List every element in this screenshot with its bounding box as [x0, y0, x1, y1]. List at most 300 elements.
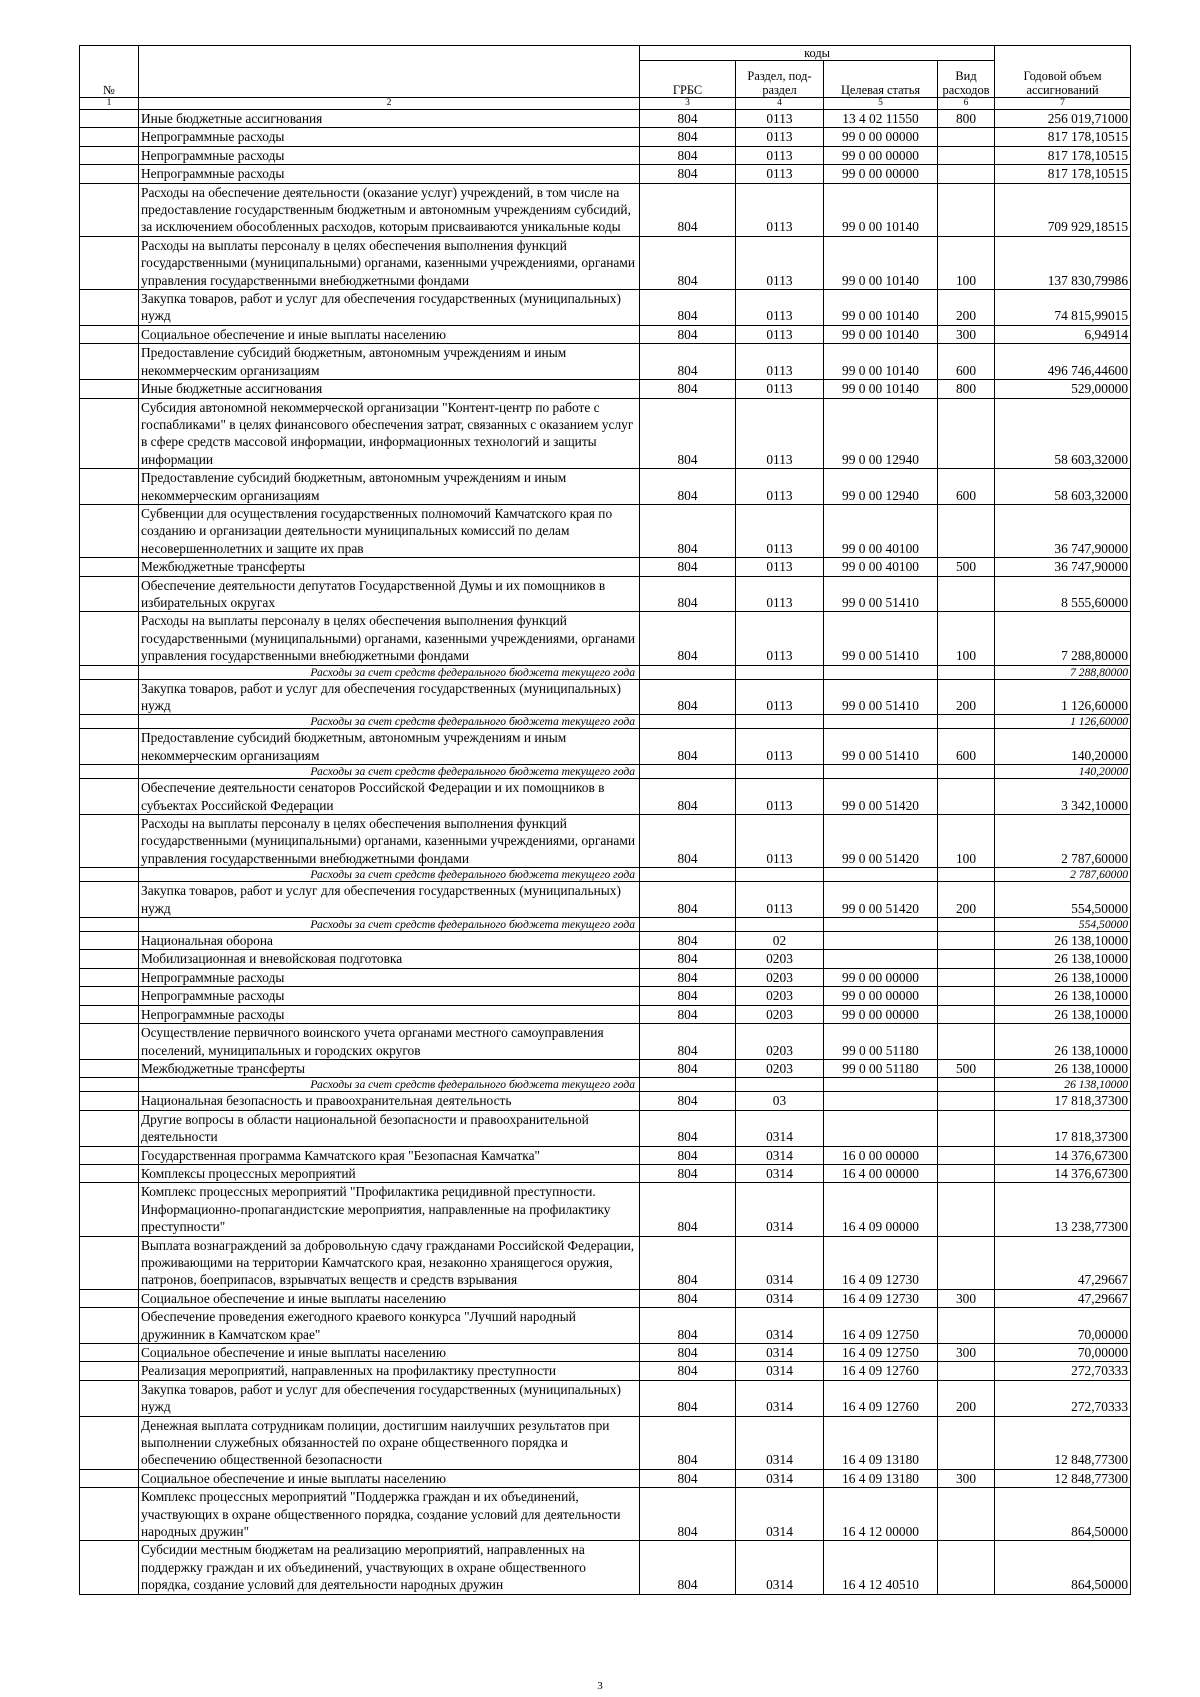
- row-name-cell: Комплекс процессных мероприятий "Поддержка граждан и их объединений, участвующих в охране общественного порядка, создание условий для деятельности народных дружин": [139, 1488, 640, 1541]
- row-section-cell: 0113: [736, 612, 824, 665]
- row-name-cell: Обеспечение проведения ежегодного краевого конкурса "Лучший народный дружинник в Камчатском крае": [139, 1308, 640, 1344]
- table-row-federal-note: [80, 918, 1131, 932]
- row-grbs-cell: [640, 765, 736, 779]
- table-row: [80, 1488, 1131, 1541]
- row-section-cell: [736, 665, 824, 679]
- budget-table: [79, 45, 1131, 1595]
- row-grbs-cell: 804: [640, 1488, 736, 1541]
- table-row: [80, 1541, 1131, 1594]
- table-row-federal-note: [80, 1078, 1131, 1092]
- row-amount-cell: 26 138,10000: [995, 1059, 1131, 1077]
- row-num-cell: [80, 1362, 139, 1380]
- row-num-cell: [80, 1164, 139, 1182]
- row-grbs-cell: 804: [640, 1005, 736, 1023]
- table-row: [80, 1110, 1131, 1146]
- table-row: [80, 932, 1131, 950]
- row-num-cell: [80, 1183, 139, 1236]
- row-target-cell: 99 0 00 10140: [824, 236, 938, 289]
- row-num-cell: [80, 504, 139, 557]
- row-grbs-cell: 804: [640, 1236, 736, 1289]
- row-num-cell: [80, 987, 139, 1005]
- col-number: 1: [80, 98, 139, 110]
- table-row: [80, 987, 1131, 1005]
- row-target-cell: 99 0 00 10140: [824, 183, 938, 236]
- row-target-cell: 99 0 00 12940: [824, 398, 938, 469]
- row-grbs-cell: 804: [640, 1308, 736, 1344]
- row-grbs-cell: 804: [640, 1362, 736, 1380]
- row-name-cell: Комплекс процессных мероприятий "Профилактика рецидивной преступности. Информационно-пропагандистские мероприятия, направленные на профилактику преступности": [139, 1183, 640, 1236]
- row-type-cell: 300: [938, 325, 995, 343]
- row-target-cell: 99 0 00 00000: [824, 1005, 938, 1023]
- row-amount-cell: 529,00000: [995, 380, 1131, 398]
- row-num-cell: [80, 1092, 139, 1110]
- row-grbs-cell: 804: [640, 1164, 736, 1182]
- row-section-cell: 0113: [736, 779, 824, 815]
- row-amount-cell: 2 787,60000: [995, 868, 1131, 882]
- table-row: [80, 1236, 1131, 1289]
- table-row: [80, 968, 1131, 986]
- row-type-cell: [938, 665, 995, 679]
- row-target-cell: 99 0 00 51420: [824, 815, 938, 868]
- row-section-cell: 0314: [736, 1362, 824, 1380]
- row-num-cell: [80, 325, 139, 343]
- row-section-cell: 0113: [736, 558, 824, 576]
- table-row: [80, 344, 1131, 380]
- table-row: [80, 146, 1131, 164]
- row-num-cell: [80, 1488, 139, 1541]
- row-target-cell: 16 4 09 12730: [824, 1236, 938, 1289]
- row-amount-cell: 17 818,37300: [995, 1092, 1131, 1110]
- row-num-cell: [80, 679, 139, 715]
- row-section-cell: 0203: [736, 1024, 824, 1060]
- row-num-cell: [80, 558, 139, 576]
- row-num-cell: [80, 576, 139, 612]
- row-target-cell: 99 0 00 00000: [824, 146, 938, 164]
- row-section-cell: 0314: [736, 1541, 824, 1594]
- row-type-cell: [938, 1183, 995, 1236]
- row-grbs-cell: 804: [640, 779, 736, 815]
- row-amount-cell: 26 138,10000: [995, 1078, 1131, 1092]
- row-name-cell: Непрограммные расходы: [139, 968, 640, 986]
- row-amount-cell: 7 288,80000: [995, 612, 1131, 665]
- row-section-cell: 0113: [736, 882, 824, 918]
- row-amount-cell: 26 138,10000: [995, 950, 1131, 968]
- row-type-cell: [938, 146, 995, 164]
- row-name-cell: Непрограммные расходы: [139, 987, 640, 1005]
- row-type-cell: [938, 1541, 995, 1594]
- table-row-federal-note: [80, 665, 1131, 679]
- row-num-cell: [80, 146, 139, 164]
- row-target-cell: 16 4 09 00000: [824, 1183, 938, 1236]
- row-amount-cell: 7 288,80000: [995, 665, 1131, 679]
- table-row: [80, 882, 1131, 918]
- row-num-cell: [80, 128, 139, 146]
- row-num-cell: [80, 1380, 139, 1416]
- row-name-cell: Закупка товаров, работ и услуг для обеспечения государственных (муниципальных) нужд: [139, 679, 640, 715]
- row-num-cell: [80, 1289, 139, 1307]
- row-target-cell: [824, 918, 938, 932]
- row-num-cell: [80, 1308, 139, 1344]
- row-name-cell: Комплексы процессных мероприятий: [139, 1164, 640, 1182]
- row-amount-cell: 817 178,10515: [995, 128, 1131, 146]
- row-name-cell: Расходы за счет средств федерального бюджета текущего года: [139, 918, 640, 932]
- row-num-cell: [80, 612, 139, 665]
- row-name-cell: Предоставление субсидий бюджетным, автономным учреждениям и иным некоммерческим организациям: [139, 469, 640, 505]
- row-grbs-cell: 804: [640, 815, 736, 868]
- row-name-cell: Социальное обеспечение и иные выплаты населению: [139, 1344, 640, 1362]
- row-grbs-cell: 804: [640, 504, 736, 557]
- row-grbs-cell: 804: [640, 128, 736, 146]
- row-grbs-cell: 804: [640, 1541, 736, 1594]
- row-target-cell: 99 0 00 51420: [824, 779, 938, 815]
- row-amount-cell: 1 126,60000: [995, 715, 1131, 729]
- row-target-cell: 16 4 09 12730: [824, 1289, 938, 1307]
- row-grbs-cell: 804: [640, 236, 736, 289]
- row-num-cell: [80, 1416, 139, 1469]
- row-grbs-cell: [640, 918, 736, 932]
- row-name-cell: Реализация мероприятий, направленных на профилактику преступности: [139, 1362, 640, 1380]
- row-num-cell: [80, 398, 139, 469]
- row-name-cell: Субсидии местным бюджетам на реализацию мероприятий, направленных на поддержку граждан и их объединений, участвующих в охране общественного порядка, создание условий для деятельности народных дружин: [139, 1541, 640, 1594]
- row-type-cell: [938, 398, 995, 469]
- row-target-cell: [824, 932, 938, 950]
- row-num-cell: [80, 918, 139, 932]
- row-type-cell: [938, 715, 995, 729]
- table-row: [80, 398, 1131, 469]
- row-type-cell: 600: [938, 344, 995, 380]
- table-row: [80, 380, 1131, 398]
- row-num-cell: [80, 815, 139, 868]
- row-grbs-cell: 804: [640, 165, 736, 183]
- row-grbs-cell: 804: [640, 325, 736, 343]
- row-target-cell: [824, 665, 938, 679]
- row-grbs-cell: 804: [640, 1024, 736, 1060]
- table-row: [80, 1059, 1131, 1077]
- row-target-cell: [824, 765, 938, 779]
- header-row-1: [80, 46, 1131, 61]
- table-row: [80, 1362, 1131, 1380]
- row-section-cell: 0113: [736, 380, 824, 398]
- table-row: [80, 729, 1131, 765]
- row-target-cell: [824, 868, 938, 882]
- row-grbs-cell: 804: [640, 344, 736, 380]
- table-row: [80, 290, 1131, 326]
- row-amount-cell: 13 238,77300: [995, 1183, 1131, 1236]
- row-amount-cell: 58 603,32000: [995, 469, 1131, 505]
- row-target-cell: 16 4 12 40510: [824, 1541, 938, 1594]
- row-amount-cell: 709 929,18515: [995, 183, 1131, 236]
- table-row: [80, 1164, 1131, 1182]
- row-target-cell: 99 0 00 51410: [824, 612, 938, 665]
- col-number: 7: [995, 98, 1131, 110]
- row-name-cell: Закупка товаров, работ и услуг для обеспечения государственных (муниципальных) нужд: [139, 290, 640, 326]
- table-row: [80, 1344, 1131, 1362]
- row-num-cell: [80, 715, 139, 729]
- row-amount-cell: 140,20000: [995, 729, 1131, 765]
- row-name-cell: Расходы на выплаты персоналу в целях обеспечения выполнения функций государственными (муниципальными) органами, казенными учреждениями, органами управления государственными внебюджетными фондами: [139, 236, 640, 289]
- header-target: Целевая статья: [824, 61, 938, 98]
- row-amount-cell: 817 178,10515: [995, 146, 1131, 164]
- table-row: [80, 1146, 1131, 1164]
- row-num-cell: [80, 110, 139, 128]
- row-section-cell: 0314: [736, 1380, 824, 1416]
- row-amount-cell: 137 830,79986: [995, 236, 1131, 289]
- row-type-cell: [938, 918, 995, 932]
- row-grbs-cell: 804: [640, 729, 736, 765]
- row-num-cell: [80, 344, 139, 380]
- row-amount-cell: 17 818,37300: [995, 1110, 1131, 1146]
- row-num-cell: [80, 1146, 139, 1164]
- row-name-cell: Непрограммные расходы: [139, 165, 640, 183]
- row-section-cell: 0113: [736, 183, 824, 236]
- row-section-cell: 0113: [736, 504, 824, 557]
- row-grbs-cell: 804: [640, 1380, 736, 1416]
- row-grbs-cell: 804: [640, 932, 736, 950]
- row-amount-cell: 554,50000: [995, 882, 1131, 918]
- row-num-cell: [80, 1344, 139, 1362]
- row-num-cell: [80, 950, 139, 968]
- row-name-cell: Межбюджетные трансферты: [139, 1059, 640, 1077]
- row-type-cell: [938, 779, 995, 815]
- row-section-cell: 0113: [736, 128, 824, 146]
- row-amount-cell: 58 603,32000: [995, 398, 1131, 469]
- row-grbs-cell: 804: [640, 1416, 736, 1469]
- row-target-cell: [824, 1092, 938, 1110]
- row-name-cell: Непрограммные расходы: [139, 146, 640, 164]
- row-name-cell: Социальное обеспечение и иные выплаты населению: [139, 1469, 640, 1487]
- table-row: [80, 950, 1131, 968]
- row-amount-cell: 864,50000: [995, 1488, 1131, 1541]
- table-row: [80, 504, 1131, 557]
- table-row-federal-note: [80, 868, 1131, 882]
- table-row: [80, 1469, 1131, 1487]
- row-type-cell: [938, 1236, 995, 1289]
- row-type-cell: [938, 950, 995, 968]
- page-number: 3: [597, 1680, 603, 1692]
- row-target-cell: 13 4 02 11550: [824, 110, 938, 128]
- row-target-cell: 16 4 09 13180: [824, 1416, 938, 1469]
- row-num-cell: [80, 290, 139, 326]
- row-type-cell: [938, 1024, 995, 1060]
- col-number: 4: [736, 98, 824, 110]
- row-type-cell: [938, 968, 995, 986]
- row-grbs-cell: 804: [640, 1469, 736, 1487]
- document-page: [79, 45, 1130, 1595]
- table-row: [80, 1183, 1131, 1236]
- row-type-cell: [938, 1164, 995, 1182]
- row-num-cell: [80, 729, 139, 765]
- row-section-cell: 0203: [736, 1059, 824, 1077]
- row-amount-cell: 47,29667: [995, 1289, 1131, 1307]
- row-name-cell: Расходы за счет средств федерального бюджета текущего года: [139, 765, 640, 779]
- row-amount-cell: 47,29667: [995, 1236, 1131, 1289]
- row-num-cell: [80, 779, 139, 815]
- table-row: [80, 183, 1131, 236]
- row-type-cell: [938, 576, 995, 612]
- row-amount-cell: 14 376,67300: [995, 1146, 1131, 1164]
- row-section-cell: 0113: [736, 325, 824, 343]
- row-target-cell: 99 0 00 10140: [824, 290, 938, 326]
- row-section-cell: 0314: [736, 1416, 824, 1469]
- row-section-cell: 0314: [736, 1488, 824, 1541]
- row-type-cell: 100: [938, 815, 995, 868]
- row-type-cell: 300: [938, 1289, 995, 1307]
- row-target-cell: 99 0 00 40100: [824, 504, 938, 557]
- row-name-cell: Национальная безопасность и правоохранительная деятельность: [139, 1092, 640, 1110]
- table-row: [80, 1380, 1131, 1416]
- row-type-cell: [938, 1416, 995, 1469]
- row-num-cell: [80, 665, 139, 679]
- row-name-cell: Обеспечение деятельности сенаторов Российской Федерации и их помощников в субъектах Российской Федерации: [139, 779, 640, 815]
- table-row: [80, 1308, 1131, 1344]
- row-type-cell: [938, 1005, 995, 1023]
- row-amount-cell: 1 126,60000: [995, 679, 1131, 715]
- row-name-cell: Межбюджетные трансферты: [139, 558, 640, 576]
- row-section-cell: 0113: [736, 398, 824, 469]
- row-name-cell: Другие вопросы в области национальной безопасности и правоохранительной деятельности: [139, 1110, 640, 1146]
- row-name-cell: Национальная оборона: [139, 932, 640, 950]
- row-target-cell: 99 0 00 40100: [824, 558, 938, 576]
- row-num-cell: [80, 932, 139, 950]
- row-type-cell: [938, 868, 995, 882]
- row-type-cell: [938, 1078, 995, 1092]
- row-target-cell: 99 0 00 51420: [824, 882, 938, 918]
- row-type-cell: 800: [938, 110, 995, 128]
- table-row: [80, 679, 1131, 715]
- row-type-cell: [938, 504, 995, 557]
- row-grbs-cell: 804: [640, 1092, 736, 1110]
- row-name-cell: Расходы за счет средств федерального бюджета текущего года: [139, 1078, 640, 1092]
- row-amount-cell: 256 019,71000: [995, 110, 1131, 128]
- col-number: 6: [938, 98, 995, 110]
- row-amount-cell: 26 138,10000: [995, 1005, 1131, 1023]
- row-num-cell: [80, 1005, 139, 1023]
- row-section-cell: 0203: [736, 950, 824, 968]
- row-amount-cell: 36 747,90000: [995, 558, 1131, 576]
- row-type-cell: [938, 1308, 995, 1344]
- row-num-cell: [80, 868, 139, 882]
- row-section-cell: 03: [736, 1092, 824, 1110]
- row-grbs-cell: 804: [640, 679, 736, 715]
- table-row-federal-note: [80, 715, 1131, 729]
- header-codes: коды: [640, 46, 995, 61]
- row-amount-cell: 26 138,10000: [995, 968, 1131, 986]
- row-grbs-cell: 804: [640, 1110, 736, 1146]
- row-grbs-cell: 804: [640, 380, 736, 398]
- row-amount-cell: 36 747,90000: [995, 504, 1131, 557]
- row-name-cell: Иные бюджетные ассигнования: [139, 110, 640, 128]
- row-section-cell: 0314: [736, 1183, 824, 1236]
- row-target-cell: 99 0 00 00000: [824, 165, 938, 183]
- row-grbs-cell: 804: [640, 290, 736, 326]
- row-section-cell: 0314: [736, 1469, 824, 1487]
- row-target-cell: 99 0 00 51410: [824, 576, 938, 612]
- header-section: Раздел, под-раздел: [736, 61, 824, 98]
- row-name-cell: Социальное обеспечение и иные выплаты населению: [139, 325, 640, 343]
- row-section-cell: 0113: [736, 576, 824, 612]
- row-amount-cell: 70,00000: [995, 1344, 1131, 1362]
- row-type-cell: 300: [938, 1469, 995, 1487]
- row-type-cell: 500: [938, 558, 995, 576]
- row-name-cell: Расходы на выплаты персоналу в целях обеспечения выполнения функций государственными (муниципальными) органами, казенными учреждениями, органами управления государственными внебюджетными фондами: [139, 815, 640, 868]
- row-name-cell: Социальное обеспечение и иные выплаты населению: [139, 1289, 640, 1307]
- row-name-cell: Субсидия автономной некоммерческой организации "Контент-центр по работе с госпабликами" в целях финансового обеспечения затрат, связанных с оказанием услуг в сфере средств массовой информации, информационных технологий и защиты информации: [139, 398, 640, 469]
- row-grbs-cell: 804: [640, 1289, 736, 1307]
- row-section-cell: 0113: [736, 236, 824, 289]
- row-type-cell: [938, 165, 995, 183]
- row-target-cell: 99 0 00 12940: [824, 469, 938, 505]
- row-num-cell: [80, 183, 139, 236]
- row-section-cell: [736, 765, 824, 779]
- row-type-cell: [938, 1362, 995, 1380]
- table-row: [80, 128, 1131, 146]
- row-type-cell: [938, 1146, 995, 1164]
- row-type-cell: 600: [938, 729, 995, 765]
- row-num-cell: [80, 165, 139, 183]
- row-amount-cell: 817 178,10515: [995, 165, 1131, 183]
- table-row: [80, 779, 1131, 815]
- row-section-cell: [736, 918, 824, 932]
- row-target-cell: 99 0 00 51180: [824, 1024, 938, 1060]
- row-section-cell: 0113: [736, 469, 824, 505]
- table-row: [80, 1024, 1131, 1060]
- row-target-cell: [824, 1078, 938, 1092]
- row-num-cell: [80, 1469, 139, 1487]
- row-target-cell: 16 4 09 12760: [824, 1362, 938, 1380]
- row-target-cell: 16 4 09 13180: [824, 1469, 938, 1487]
- row-section-cell: 0113: [736, 815, 824, 868]
- row-target-cell: 99 0 00 51410: [824, 729, 938, 765]
- col-number: 2: [139, 98, 640, 110]
- row-num-cell: [80, 1110, 139, 1146]
- table-row: [80, 1416, 1131, 1469]
- table-row: [80, 469, 1131, 505]
- row-grbs-cell: [640, 868, 736, 882]
- row-target-cell: 99 0 00 00000: [824, 968, 938, 986]
- row-name-cell: Закупка товаров, работ и услуг для обеспечения государственных (муниципальных) нужд: [139, 882, 640, 918]
- row-amount-cell: 140,20000: [995, 765, 1131, 779]
- row-type-cell: [938, 1092, 995, 1110]
- table-row: [80, 1289, 1131, 1307]
- table-row: [80, 815, 1131, 868]
- row-type-cell: [938, 765, 995, 779]
- row-type-cell: [938, 932, 995, 950]
- row-name-cell: Расходы на выплаты персоналу в целях обеспечения выполнения функций государственными (муниципальными) органами, казенными учреждениями, органами управления государственными внебюджетными фондами: [139, 612, 640, 665]
- row-grbs-cell: 804: [640, 1344, 736, 1362]
- row-name-cell: Денежная выплата сотрудникам полиции, достигшим наилучших результатов при выполнении служебных обязанностей по охране общественного порядка и обеспечению общественной безопасности: [139, 1416, 640, 1469]
- row-amount-cell: 2 787,60000: [995, 815, 1131, 868]
- row-target-cell: 99 0 00 10140: [824, 325, 938, 343]
- row-num-cell: [80, 765, 139, 779]
- row-type-cell: [938, 1488, 995, 1541]
- row-section-cell: 0113: [736, 146, 824, 164]
- row-type-cell: 300: [938, 1344, 995, 1362]
- row-type-cell: 200: [938, 679, 995, 715]
- row-grbs-cell: [640, 1078, 736, 1092]
- row-grbs-cell: 804: [640, 558, 736, 576]
- row-name-cell: Субвенции для осуществления государственных полномочий Камчатского края по созданию и организации деятельности муниципальных комиссий по делам несовершеннолетних и защите их прав: [139, 504, 640, 557]
- row-grbs-cell: 804: [640, 146, 736, 164]
- row-grbs-cell: [640, 665, 736, 679]
- row-grbs-cell: 804: [640, 398, 736, 469]
- row-section-cell: 0203: [736, 968, 824, 986]
- header-type: Вид расходов: [938, 61, 995, 98]
- table-row: [80, 558, 1131, 576]
- row-name-cell: Расходы за счет средств федерального бюджета текущего года: [139, 715, 640, 729]
- table-row: [80, 1005, 1131, 1023]
- row-name-cell: Непрограммные расходы: [139, 1005, 640, 1023]
- row-target-cell: 16 4 09 12750: [824, 1344, 938, 1362]
